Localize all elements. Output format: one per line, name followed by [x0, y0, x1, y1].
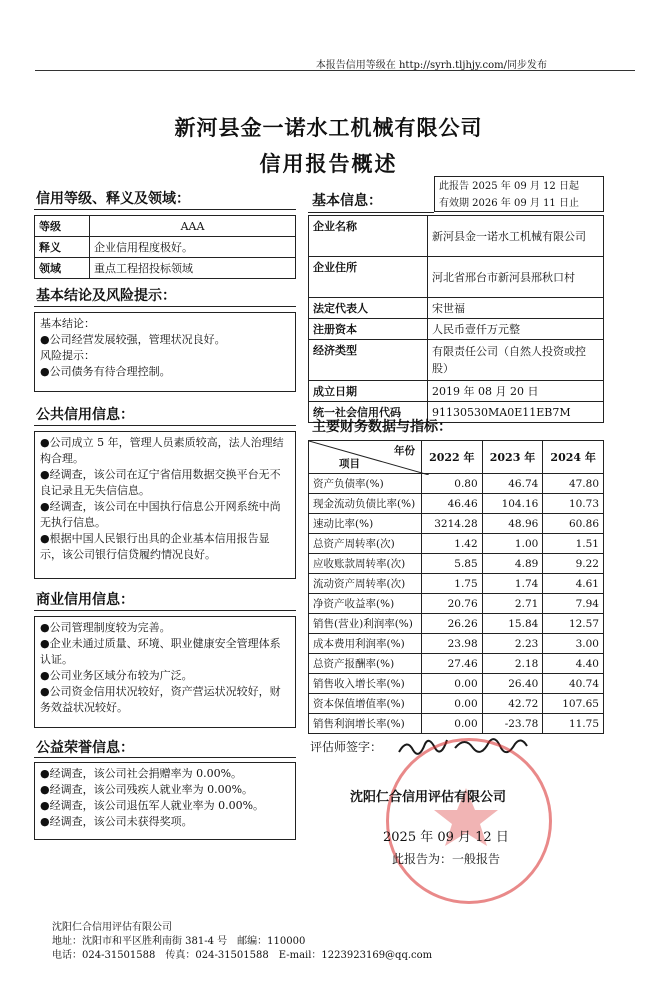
financial-item: 资产负债率(%): [309, 474, 422, 494]
footer-org: 沈阳仁合信用评估有限公司: [52, 922, 172, 933]
rating-row: [35, 216, 296, 237]
field-row: [35, 258, 296, 279]
footer-contact: 电话：024-31501588 传真：024-31501588 E-mail：1223923169@qq.com: [52, 950, 433, 961]
info-label: 注册资本: [309, 319, 428, 340]
financial-value: 42.72: [482, 694, 543, 714]
info-value: 有限责任公司（自然人投资或控股）: [428, 340, 604, 381]
financial-value: 1.51: [543, 534, 604, 554]
year-header: 2024 年: [543, 441, 604, 474]
public-credit-item: ●经调查，该公司在中国执行信息公开网系统中尚无执行信息。: [40, 500, 281, 529]
financial-value: 2.18: [482, 654, 543, 674]
conclusion-box: [34, 312, 296, 392]
financial-row: [309, 634, 604, 654]
info-value: 新河县金一诺水工机械有限公司: [428, 216, 604, 257]
financial-row: [309, 654, 604, 674]
report-date: 2025 年 09 月 12 日: [383, 830, 509, 845]
financial-value: 3214.28: [422, 514, 483, 534]
financial-value: 4.89: [482, 554, 543, 574]
assessor-signature-label: 评估师签字：: [310, 740, 383, 754]
financial-value: 40.74: [543, 674, 604, 694]
risk-label: 风险提示：: [40, 349, 95, 362]
financial-value: 1.75: [422, 574, 483, 594]
commercial-credit-item: ●公司管理制度较为完善。: [40, 621, 171, 634]
rating-value: AAA: [90, 216, 296, 237]
financial-value: 26.40: [482, 674, 543, 694]
financial-value: 12.57: [543, 614, 604, 634]
financial-item: 成本费用利润率(%): [309, 634, 422, 654]
header-divider: [35, 70, 635, 71]
financial-value: -23.78: [482, 714, 543, 734]
field-value: 重点工程招投标领域: [90, 258, 296, 279]
financial-item: 资本保值增值率(%): [309, 694, 422, 714]
meaning-label: 释义: [35, 237, 90, 258]
info-value: 河北省邢台市新河县邢秋口村: [428, 257, 604, 298]
public-welfare-divider: [34, 757, 296, 758]
financial-item: 销售利润增长率(%): [309, 714, 422, 734]
public-welfare-item: ●经调查，该公司残疾人就业率为 0.00%。: [40, 783, 254, 796]
credit-rating-heading: 信用等级、释义及领域：: [36, 191, 190, 207]
info-label: 成立日期: [309, 381, 428, 402]
financial-value: 1.74: [482, 574, 543, 594]
info-value: 2019 年 08 月 20 日: [428, 381, 604, 402]
financial-item: 应收账款周转率(次): [309, 554, 422, 574]
credit-rating-table: [34, 215, 296, 279]
field-label: 领域: [35, 258, 90, 279]
financial-row: [309, 514, 604, 534]
report-title: 信用报告概述: [259, 151, 398, 176]
commercial-credit-divider: [34, 610, 296, 611]
public-credit-item: ●经调查，该公司在辽宁省信用数据交换平台无不良记录且无失信信息。: [40, 468, 281, 497]
year-header: 2023 年: [482, 441, 543, 474]
financial-value: 10.73: [543, 494, 604, 514]
financial-header-row: [309, 441, 604, 474]
financial-row: [309, 594, 604, 614]
info-label: 企业名称: [309, 216, 428, 257]
basic-info-divider: [308, 212, 434, 213]
financial-value: 5.85: [422, 554, 483, 574]
basic-info-table: [308, 215, 604, 423]
financial-rows: [309, 474, 604, 734]
financial-value: 46.46: [422, 494, 483, 514]
info-row: [309, 216, 604, 257]
financial-value: 2.71: [482, 594, 543, 614]
validity-start: 此报告 2025 年 09 月 12 日起: [439, 181, 579, 192]
basic-info-heading: 基本信息：: [312, 193, 382, 209]
financial-value: 0.00: [422, 714, 483, 734]
financial-value: 0.00: [422, 674, 483, 694]
financial-row: [309, 694, 604, 714]
company-title: 新河县金一诺水工机械有限公司: [174, 115, 483, 140]
meaning-value: 企业信用程度极好。: [90, 237, 296, 258]
report-type: 此报告为：一般报告: [392, 852, 501, 866]
financial-item: 流动资产周转率(次): [309, 574, 422, 594]
financial-value: 2.23: [482, 634, 543, 654]
info-row: [309, 340, 604, 381]
financial-value: 4.40: [543, 654, 604, 674]
financial-value: 0.80: [422, 474, 483, 494]
corner-year-label: 年份: [394, 445, 415, 457]
financial-row: [309, 494, 604, 514]
public-credit-box: [34, 431, 296, 579]
seal-star: [386, 738, 546, 898]
financial-value: 9.22: [543, 554, 604, 574]
public-welfare-box: [34, 762, 296, 840]
info-label: 统一社会信用代码: [309, 402, 428, 423]
financial-row: [309, 534, 604, 554]
public-welfare-heading: 公益荣誉信息：: [36, 740, 134, 756]
info-row: [309, 319, 604, 340]
financial-row: [309, 474, 604, 494]
commercial-credit-heading: 商业信用信息：: [36, 592, 134, 608]
footer: [52, 921, 432, 963]
public-welfare-item: ●经调查，该公司退伍军人就业率为 0.00%。: [40, 799, 265, 812]
financial-value: 47.80: [543, 474, 604, 494]
financial-value: 107.65: [543, 694, 604, 714]
financial-item: 净资产收益率(%): [309, 594, 422, 614]
financial-value: 20.76: [422, 594, 483, 614]
financial-value: 3.00: [543, 634, 604, 654]
info-value: 宋世福: [428, 298, 604, 319]
meaning-row: [35, 237, 296, 258]
financial-item: 销售(营业)利润率(%): [309, 614, 422, 634]
commercial-credit-box: [34, 616, 296, 728]
financial-item: 现金流动负债比率(%): [309, 494, 422, 514]
basic-conclusion-label: 基本结论：: [40, 317, 95, 330]
financial-row: [309, 574, 604, 594]
public-welfare-item: ●经调查，该公司社会捐赠率为 0.00%。: [40, 767, 243, 780]
public-credit-item: ●公司成立 5 年，管理人员素质较高，法人治理结构合理。: [40, 436, 284, 465]
assessor-org: 沈阳仁合信用评估有限公司: [350, 790, 507, 805]
header-note: 本报告信用等级在 http://syrh.tljhjy.com/同步发布: [315, 60, 547, 71]
info-label: 法定代表人: [309, 298, 428, 319]
financial-value: 104.16: [482, 494, 543, 514]
company-seal: [386, 738, 552, 904]
conclusion-heading: 基本结论及风险提示：: [36, 288, 176, 304]
commercial-credit-item: ●公司资金信用状况较好，资产营运状况较好，财务效益状况较好。: [40, 685, 281, 714]
financial-row: [309, 674, 604, 694]
financial-value: 26.26: [422, 614, 483, 634]
financial-value: 60.86: [543, 514, 604, 534]
corner-item-label: 项目: [339, 458, 360, 470]
footer-address: 地址：沈阳市和平区胜利南街 381-4 号 邮编：110000: [52, 936, 306, 947]
financial-value: 46.74: [482, 474, 543, 494]
public-credit-item: ●根据中国人民银行出具的企业基本信用报告显示，该公司银行信贷履约情况良好。: [40, 532, 270, 561]
financial-value: 4.61: [543, 574, 604, 594]
financial-value: 7.94: [543, 594, 604, 614]
financial-value: 27.46: [422, 654, 483, 674]
info-row: [309, 381, 604, 402]
info-row: [309, 298, 604, 319]
credit-rating-divider: [34, 209, 296, 210]
financial-row: [309, 614, 604, 634]
info-value: 人民币壹仟万元整: [428, 319, 604, 340]
financial-value: 1.42: [422, 534, 483, 554]
financial-row: [309, 554, 604, 574]
public-welfare-item: ●经调查，该公司未获得奖项。: [40, 815, 193, 828]
commercial-credit-item: ●公司业务区域分布较为广泛。: [40, 669, 193, 682]
corner-cell: [309, 441, 422, 474]
financial-item: 销售收入增长率(%): [309, 674, 422, 694]
basic-conclusion-item: ●公司经营发展较强，管理状况良好。: [40, 333, 226, 346]
public-credit-divider: [34, 425, 296, 426]
conclusion-divider: [34, 306, 296, 307]
financial-value: 48.96: [482, 514, 543, 534]
info-label: 经济类型: [309, 340, 428, 381]
financial-value: 23.98: [422, 634, 483, 654]
financial-item: 速动比率(%): [309, 514, 422, 534]
financial-table: [308, 440, 604, 734]
validity-box: [434, 176, 604, 212]
public-credit-heading: 公共信用信息：: [36, 407, 134, 423]
validity-end: 有效期 2026 年 09 月 11 日止: [439, 198, 579, 209]
risk-item: ●公司债务有待合理控制。: [40, 365, 171, 378]
info-value: 91130530MA0E11EB7M: [428, 402, 604, 423]
financial-value: 0.00: [422, 694, 483, 714]
commercial-credit-item: ●企业未通过质量、环境、职业健康安全管理体系认证。: [40, 637, 281, 666]
year-header: 2022 年: [422, 441, 483, 474]
rating-label: 等级: [35, 216, 90, 237]
info-label: 企业住所: [309, 257, 428, 298]
financial-heading: 主要财务数据与指标：: [312, 419, 452, 435]
financial-item: 总资产报酬率(%): [309, 654, 422, 674]
financial-value: 15.84: [482, 614, 543, 634]
financial-value: 11.75: [543, 714, 604, 734]
financial-item: 总资产周转率(次): [309, 534, 422, 554]
info-row: [309, 257, 604, 298]
financial-value: 1.00: [482, 534, 543, 554]
